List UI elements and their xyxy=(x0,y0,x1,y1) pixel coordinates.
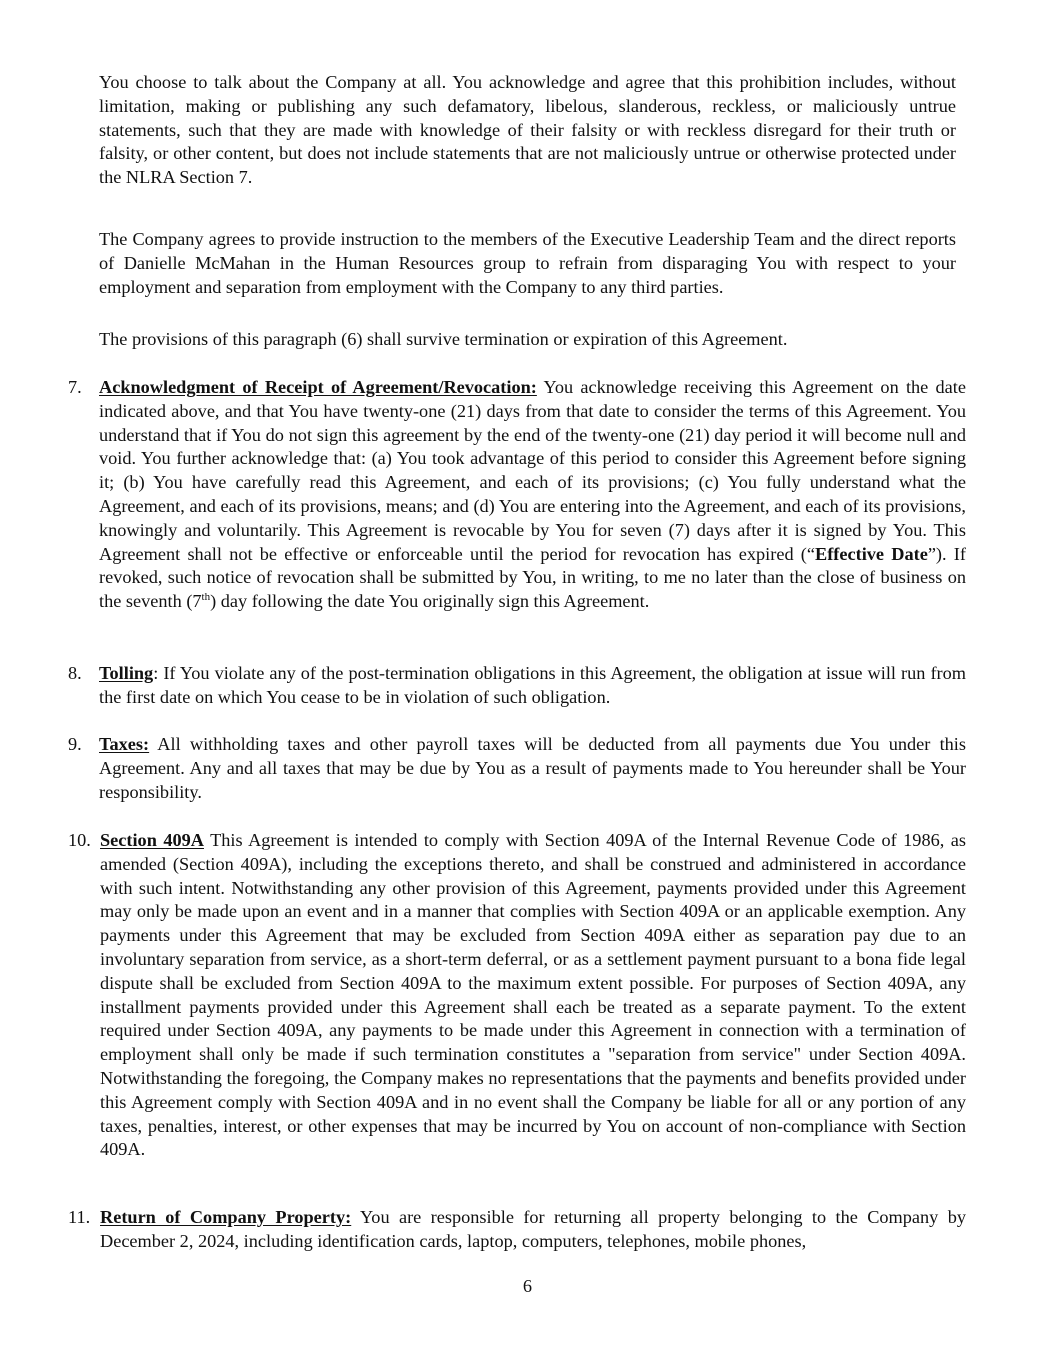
intro-paragraph-2: The Company agrees to provide instruction to the members of the Executive Leadership Team and the direct reports of Danielle McMahan in the Human Resources group to refrain from disparaging You with respect to your employment and separation from employment with the Company to any third parties. xyxy=(99,229,956,297)
section-8-text: : If You violate any of the post-termination obligations in this Agreement, the obligation at issue will run from the first date on which You cease to be in violation of such obligation. xyxy=(99,663,966,707)
section-11-number: 11. xyxy=(68,1207,91,1227)
section-7-body xyxy=(99,376,966,614)
section-7-text-continued: ”). If revoked, such notice of revocation shall be submitted by You, in writing, to me no later than the close of business on the seventh (7 xyxy=(99,543,966,612)
section-9-number: 9. xyxy=(68,734,82,754)
section-7-number: 7. xyxy=(68,377,82,397)
section-8-number: 8. xyxy=(68,663,82,683)
section-9-text: All withholding taxes and other payroll taxes will be deducted from all payments due You under this Agreement. Any and all taxes that may be due by You as a result of payments made to You hereunder shall be Your responsibility. xyxy=(99,734,966,802)
section-10-number: 10. xyxy=(68,830,91,850)
section-7-text-end: ) day following the date You originally sign this Agreement. xyxy=(210,591,650,612)
section-10-text: This Agreement is intended to comply with Section 409A of the Internal Revenue Code of 1986, as amended (Section 409A), including the exceptions thereto, and shall be construed and administered in accordance with such intent. Notwithstanding any other provision of this Agreement, payments provided under this Agreement may only be made upon an event and in a manner that complies with Section 409A or an applicable exemption. Any payments under this Agreement that may be excluded from Section 409A either as separation pay due to an involuntary separation from service, as a short-term deferral, or as a settlement payment pursuant to a bona fide legal dispute shall be excluded from Section 409A to the maximum extent possible. For purposes of Section 409A, any installment payments provided under this Agreement shall each be treated as a separate payment. To the extent required under Section 409A, any payments to be made under this Agreement in connection with a termination of employment shall only be made if such termination constitutes a "separation from service" under Section 409A. Notwithstanding the foregoing, the Company makes no representations that the payments and benefits provided under this Agreement comply with Section 409A and in no event shall the Company be liable for all or any portion of any taxes, penalties, interest, or other expenses that may be incurred by You on account of non-compliance with Section 409A. xyxy=(100,830,966,1160)
section-8-heading: Tolling xyxy=(99,663,154,683)
ordinal-superscript: th xyxy=(201,591,211,604)
section-7 xyxy=(68,376,966,614)
section-10-heading: Section 409A xyxy=(100,830,204,850)
section-11-text: You are responsible for returning all property belonging to the Company by December 2, 2024, including identification cards, laptop, computers, telephones, mobile phones, xyxy=(100,1207,966,1251)
intro-paragraph-3: The provisions of this paragraph (6) shall survive termination or expiration of this Agreement. xyxy=(99,329,788,349)
section-11-body xyxy=(100,1206,966,1254)
effective-date-term: Effective Date xyxy=(815,543,928,564)
section-11 xyxy=(68,1206,966,1254)
intro-paragraph-1: You choose to talk about the Company at all. You acknowledge and agree that this prohibition includes, without limitation, making or publishing any such defamatory, libelous, slanderous, reckless, or maliciously untrue statements, such that they are made with knowledge of their falsity or with reckless disregard for their truth or falsity, or other content, but does not include statements that are not maliciously untrue or otherwise protected under the NLRA Section 7. xyxy=(99,72,956,188)
section-9-body xyxy=(99,733,966,804)
page-number: 6 xyxy=(522,1276,533,1296)
section-9-heading: Taxes: xyxy=(99,734,150,754)
section-9 xyxy=(68,733,966,804)
section-10 xyxy=(68,829,966,1162)
section-10-body xyxy=(100,829,966,1162)
section-7-heading: Acknowledgment of Receipt of Agreement/Revocation: xyxy=(99,377,537,397)
section-8 xyxy=(68,662,966,710)
section-7-text: You acknowledge receiving this Agreement on the date indicated above, and that You have twenty-one (21) days from that date to consider the terms of this Agreement. You understand that if You do not sign this agreement by the end of the twenty-one (21) day period it will become null and void. You further acknowledge that: (a) You took advantage of this period to consider this Agreement before signing it; (b) You have carefully read this Agreement, and each of its provisions; (c) You fully understand what the Agreement, and each of its provisions, means; and (d) You are entering into the Agreement, and each of its provisions, knowingly and voluntarily. This Agreement is revocable by You for seven (7) days after it is signed by You. This Agreement shall not be effective or enforceable until the period for revocation has expired (“ xyxy=(99,377,966,564)
section-11-heading: Return of Company Property: xyxy=(100,1207,352,1227)
section-8-body xyxy=(99,662,966,710)
